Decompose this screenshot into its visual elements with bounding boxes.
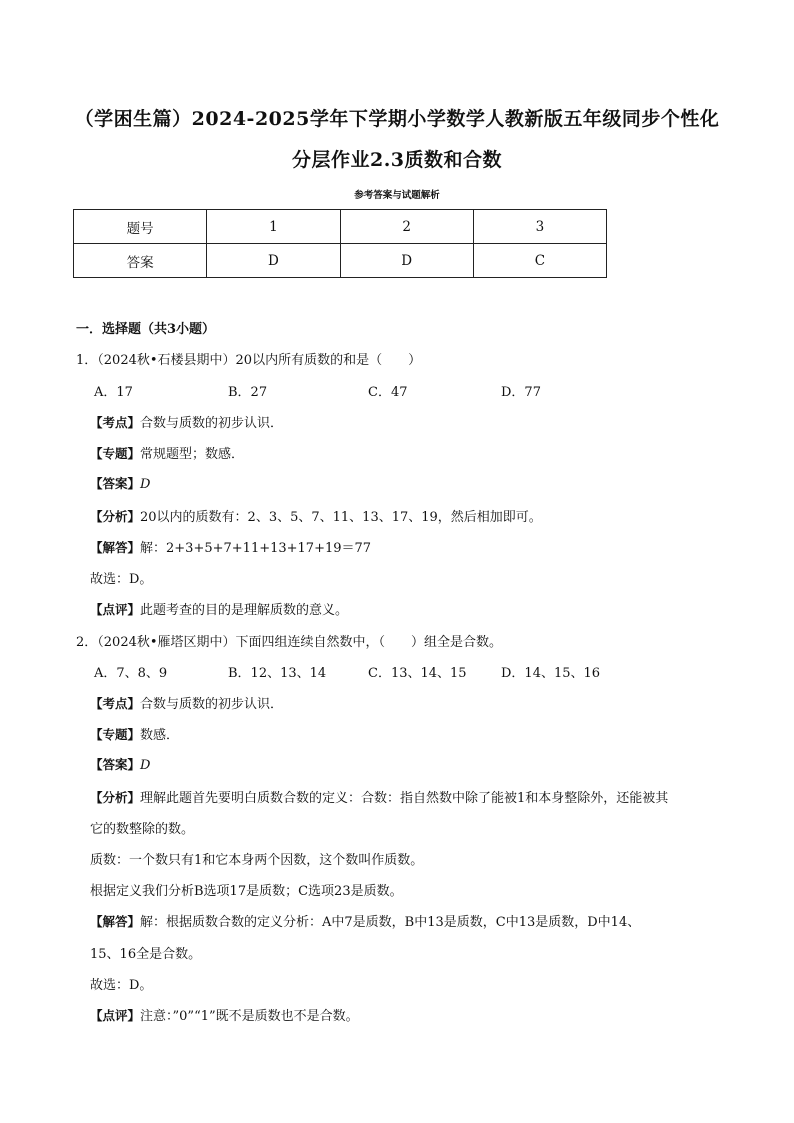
zhuanti-text: 常规题型；数感． <box>140 447 245 462</box>
q1-conclusion: 故选：D。 <box>90 572 153 587</box>
fenxi-tag: 【分析】 <box>90 509 141 524</box>
question-number-cell: 2 <box>340 210 473 244</box>
jieda-text: 解：根据质数合数的定义分析：A中7是质数，B中13是质数，C中13是质数，D中14、 <box>140 915 641 930</box>
q2-option-c: C．13、14、15 <box>368 666 467 681</box>
q1-zhuanti <box>90 443 244 462</box>
table-row <box>74 244 607 278</box>
daan-tag: 【答案】 <box>90 757 141 772</box>
table-row <box>74 210 607 244</box>
q1-dianping <box>90 599 348 618</box>
jieda-tag: 【解答】 <box>90 914 141 929</box>
question-2-stem: 2．（2024秋•雁塔区期中）下面四组连续自然数中，（ ）组全是合数。 <box>76 635 503 650</box>
jieda-tag: 【解答】 <box>90 540 141 555</box>
answer-cell: C <box>473 244 606 278</box>
dianping-tag: 【点评】 <box>90 602 141 617</box>
q2-kaodian <box>90 693 283 712</box>
answer-cell: D <box>340 244 473 278</box>
q2-fenxi <box>90 787 668 806</box>
section-heading: 一．选择题（共3小题） <box>76 322 216 337</box>
q1-daan <box>90 474 150 492</box>
dianping-tag: 【点评】 <box>90 1008 141 1023</box>
zhuanti-text: 数感． <box>140 728 180 743</box>
kaodian-tag: 【考点】 <box>90 415 141 430</box>
q1-option-a: A．17 <box>94 385 133 400</box>
fenxi-tag: 【分析】 <box>90 790 141 805</box>
q2-option-d: D．14、15、16 <box>501 666 601 681</box>
q2-option-b: B．12、13、14 <box>228 666 327 681</box>
document-title-line1: （学困生篇）2024-2025学年下学期小学数学人教新版五年级同步个性化 <box>74 108 720 130</box>
q1-fenxi <box>90 506 542 525</box>
q1-jieda <box>90 537 371 556</box>
kaodian-text: 合数与质数的初步认识． <box>140 697 284 712</box>
question-1-stem: 1．（2024秋•石楼县期中）20以内所有质数的和是（ ） <box>76 353 422 368</box>
table-header-cell: 答案 <box>74 244 207 278</box>
kaodian-text: 合数与质数的初步认识． <box>140 416 284 431</box>
daan-text: D <box>140 758 151 773</box>
jieda-text: 解：2+3+5+7+11+13+17+19＝77 <box>140 541 372 556</box>
q2-jieda <box>90 911 640 930</box>
question-number-cell: 1 <box>207 210 340 244</box>
zhuanti-tag: 【专题】 <box>90 446 141 461</box>
q1-option-d: D．77 <box>501 385 541 400</box>
q2-fenxi-line3: 质数：一个数只有1和它本身两个因数，这个数叫作质数。 <box>90 853 424 868</box>
dianping-text: 此题考查的目的是理解质数的意义。 <box>140 603 349 618</box>
q2-fenxi-line2: 它的数整除的数。 <box>90 822 195 837</box>
q2-jieda-line2: 15、16全是合数。 <box>90 947 202 962</box>
question-number-cell: 3 <box>473 210 606 244</box>
dianping-text: 注意：”0”“1”既不是质数也不是合数。 <box>140 1009 359 1024</box>
fenxi-text: 20以内的质数有：2、3、5、7、11、13、17、19，然后相加即可。 <box>140 510 542 525</box>
q2-option-a: A．7、8、9 <box>94 666 168 681</box>
table-header-cell: 题号 <box>74 210 207 244</box>
q2-zhuanti <box>90 724 179 743</box>
q2-daan <box>90 755 150 773</box>
daan-text: D <box>140 477 151 492</box>
daan-tag: 【答案】 <box>90 476 141 491</box>
q1-option-b: B．27 <box>228 385 268 400</box>
zhuanti-tag: 【专题】 <box>90 727 141 742</box>
answer-table <box>73 209 607 278</box>
q2-conclusion: 故选：D。 <box>90 978 153 993</box>
document-title-line2: 分层作业2.3质数和合数 <box>291 149 503 171</box>
q2-fenxi-line4: 根据定义我们分析B选项17是质数；C选项23是质数。 <box>90 884 403 899</box>
q2-dianping <box>90 1005 359 1024</box>
fenxi-text: 理解此题首先要明白质数合数的定义：合数：指自然数中除了能被1和本身整除外，还能被其 <box>140 791 669 806</box>
document-subtitle: 参考答案与试题解析 <box>354 190 440 201</box>
kaodian-tag: 【考点】 <box>90 696 141 711</box>
q1-kaodian <box>90 412 283 431</box>
answer-cell: D <box>207 244 340 278</box>
q1-option-c: C．47 <box>368 385 408 400</box>
